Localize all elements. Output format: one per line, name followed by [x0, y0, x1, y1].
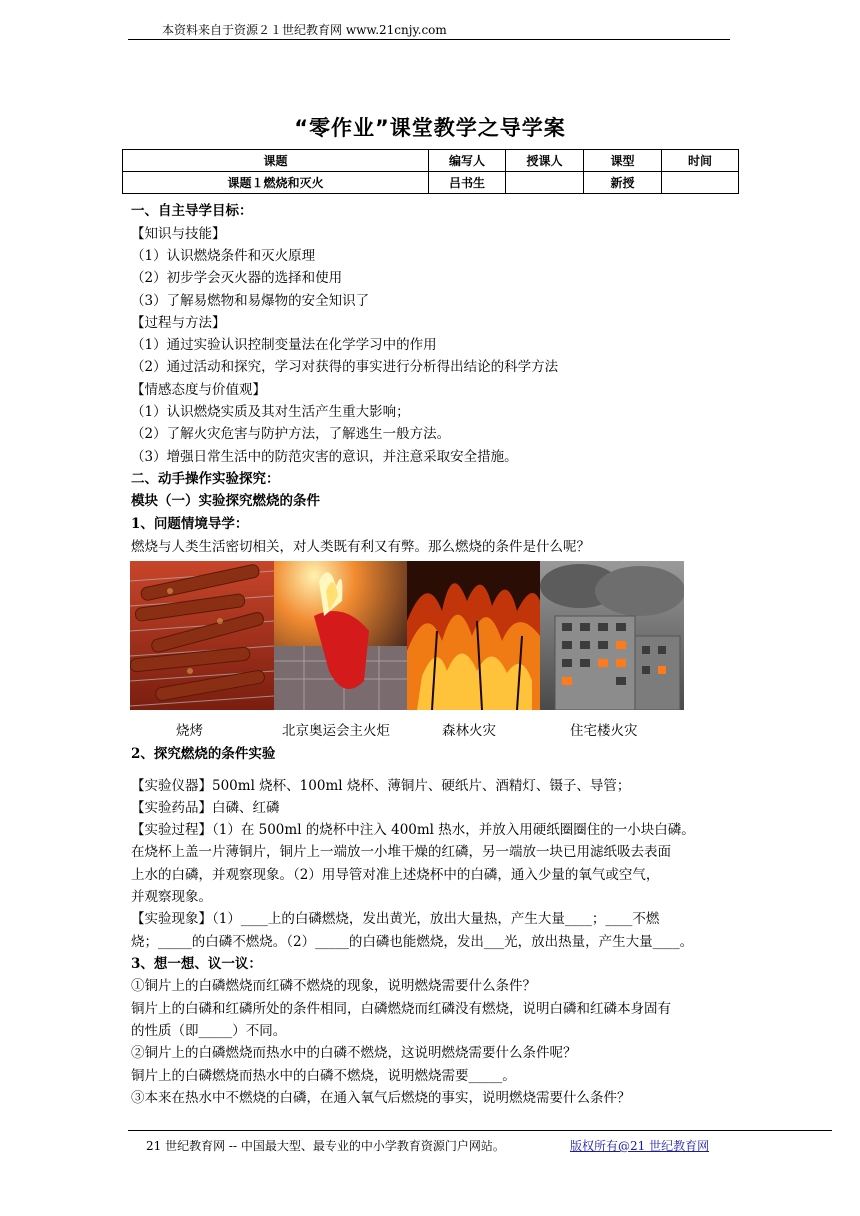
footer-text: 21 世纪教育网 -- 中国最大型、最专业的中小学教育资源门户网站。	[146, 1139, 505, 1153]
paragraph-line: ②铜片上的白磷燃烧而热水中的白磷不燃烧，这说明燃烧需要什么条件呢？	[131, 1045, 577, 1061]
list-item: （1）认识燃烧实质及其对生活产生重大影响；	[131, 404, 410, 420]
step-heading: 3、想一想、议一议：	[131, 956, 262, 972]
subsection-heading: 【过程与方法】	[131, 315, 226, 331]
table-cell: 课题	[123, 150, 429, 172]
table-cell: 吕书生	[429, 172, 506, 194]
page-header-text: 本资料来自于资源２１世纪教育网 www.21cnjy.com	[162, 23, 447, 37]
step-heading: 2、探究燃烧的条件实验	[131, 746, 276, 762]
paragraph-line: 铜片上的白磷和红磷所处的条件相同，白磷燃烧而红磷没有燃烧，说明白磷和红磷本身固有	[131, 1001, 671, 1017]
paragraph-line: ③本来在热水中不燃烧的白磷，在通入氧气后燃烧的事实，说明燃烧需要什么条件？	[131, 1090, 631, 1106]
paragraph-line: 【实验仪器】500ml 烧杯、100ml 烧杯、薄铜片、硬纸片、酒精灯、镊子、导管；	[131, 778, 631, 794]
table-header-row	[123, 150, 739, 172]
subsection-heading: 【情感态度与价值观】	[131, 382, 266, 398]
forest-fire-photo	[407, 561, 540, 710]
table-cell: 课型	[584, 150, 662, 172]
paragraph-line: 烧；_____的白磷不燃烧。（2）_____的白磷也能燃烧，发出___光，放出热量，产生大量____。	[131, 934, 694, 950]
paragraph-line: 上水的白磷，并观察现象。（2）用导管对准上述烧杯中的白磷，通入少量的氧气或空气，	[131, 867, 660, 883]
paragraph-line: 【实验药品】白磷、红磷	[131, 800, 280, 816]
barbecue-photo	[130, 561, 274, 710]
list-item: （2）了解火灾危害与防护方法，了解逃生一般方法。	[131, 426, 451, 442]
paragraph-line: ①铜片上的白磷燃烧而红磷不燃烧的现象，说明燃烧需要什么条件？	[131, 978, 536, 994]
header-divider	[128, 39, 730, 40]
list-item: （1）通过实验认识控制变量法在化学学习中的作用	[131, 337, 437, 353]
footer-divider	[128, 1130, 832, 1131]
table-cell	[506, 172, 584, 194]
photo-caption: 烧烤	[176, 723, 203, 739]
subsection-heading: 【知识与技能】	[131, 226, 226, 242]
section-heading: 一、自主导学目标：	[131, 203, 253, 219]
paragraph-line: 铜片上的白磷燃烧而热水中的白磷不燃烧，说明燃烧需要_____。	[131, 1068, 516, 1084]
module-heading: 模块（一）实验探究燃烧的条件	[131, 493, 320, 509]
table-cell: 时间	[662, 150, 739, 172]
table-cell: 编写人	[429, 150, 506, 172]
building-fire-photo	[540, 561, 684, 710]
paragraph-line: 【实验过程】（1）在 500ml 的烧杯中注入 400ml 热水，并放入用硬纸圈圈住的一小块白磷。	[131, 822, 695, 838]
list-item: （1）认识燃烧条件和灭火原理	[131, 248, 316, 264]
section-heading: 二、动手操作实验探究：	[131, 471, 280, 487]
photo-caption: 森林火灾	[442, 723, 496, 739]
paragraph-line: 并观察现象。	[131, 889, 212, 905]
paragraph-line: 燃烧与人类生活密切相关，对人类既有利又有弊。那么燃烧的条件是什么呢？	[131, 539, 590, 555]
list-item: （3）增强日常生活中的防范灾害的意识，并注意采取安全措施。	[131, 449, 518, 465]
lesson-info-table	[122, 149, 739, 194]
table-cell: 授课人	[506, 150, 584, 172]
table-row	[123, 172, 739, 194]
paragraph-line: 【实验现象】（1）____上的白磷燃烧，发出黄光，放出大量热，产生大量____；____不燃	[131, 911, 660, 927]
page-title: “零作业”课堂教学之导学案	[294, 116, 566, 140]
table-cell: 新授	[584, 172, 662, 194]
table-cell: 课题１燃烧和灭火	[123, 172, 429, 194]
list-item: （2）初步学会灭火器的选择和使用	[131, 270, 343, 286]
table-cell	[662, 172, 739, 194]
photo-caption: 北京奥运会主火炬	[282, 723, 390, 739]
list-item: （3）了解易燃物和易爆物的安全知识了	[131, 293, 370, 309]
photo-caption: 住宅楼火灾	[570, 723, 638, 739]
olympic-torch-photo	[274, 561, 407, 710]
step-heading: 1、问题情境导学：	[131, 516, 249, 532]
list-item: （2）通过活动和探究，学习对获得的事实进行分析得出结论的科学方法	[131, 359, 559, 375]
copyright-link[interactable]: 版权所有@21 世纪教育网	[570, 1139, 710, 1153]
paragraph-line: 的性质（即_____）不同。	[131, 1023, 287, 1039]
paragraph-line: 在烧杯上盖一片薄铜片，铜片上一端放一小堆干燥的红磷，另一端放一块已用滤纸吸去表面	[131, 844, 671, 860]
